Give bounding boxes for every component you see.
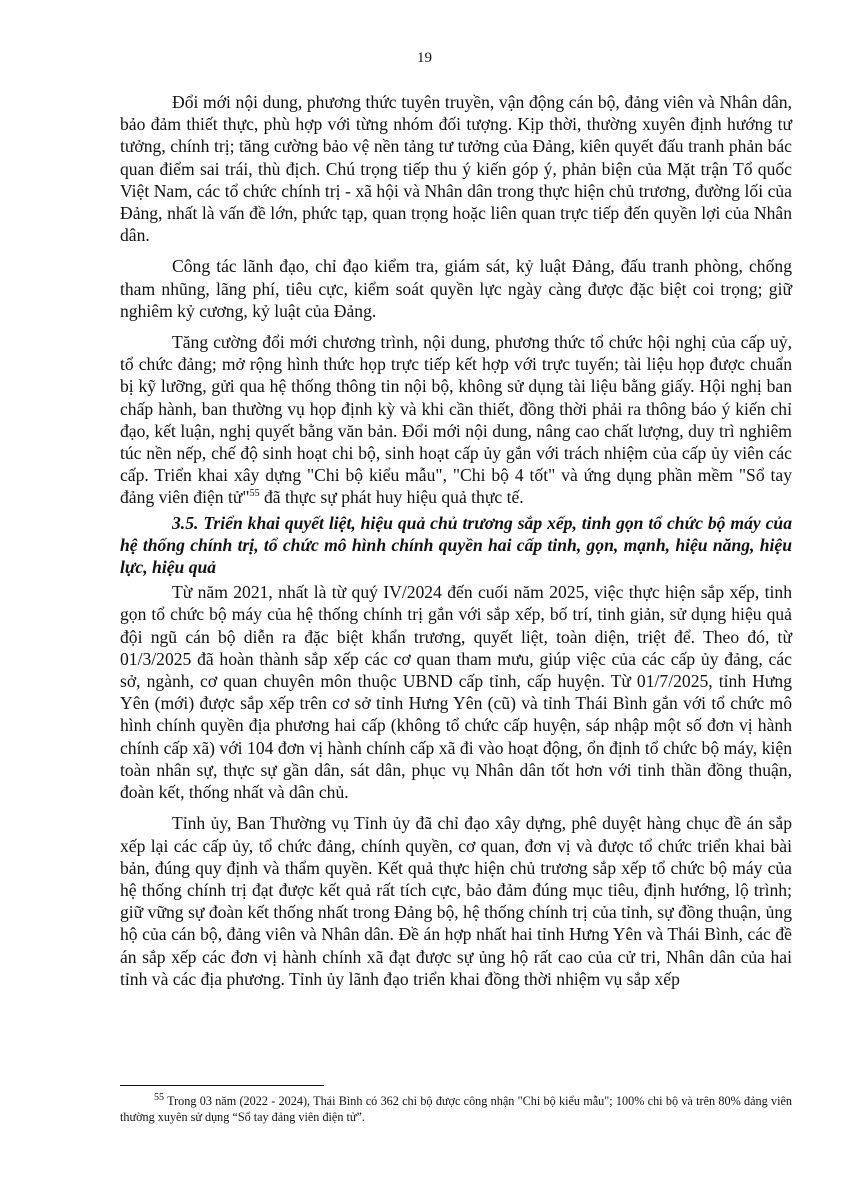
paragraph-meetings-text: Tăng cường đổi mới chương trình, nội dung, phương thức tổ chức hội nghị của cấp uỷ, tổ chức đảng; mở rộng hình thức họp trực tiếp kết hợp với trực tuyến; tài liệu họp được chuẩn bị kỹ lưỡng, gửi qua hệ thống thông tin nội bộ, không sử dụng tài liệu bằng giấy. Hội nghị ban chấp hành, ban thường vụ họp định kỳ và khi cần thiết, đồng thời phải ra thông báo ý kiến chỉ đạo, kết luận, nghị quyết bằng văn bản. Đổi mới nội dung, nâng cao chất lượng, duy trì nghiêm túc nền nếp, chế độ sinh hoạt chi bộ, sinh hoạt cấp ủy gắn với trách nhiệm của cấp ủy viên các cấp. Triển khai xây dựng "Chi bộ kiểu mẫu", "Chi bộ 4 tốt" và ứng dụng phần mềm "Sổ tay đảng viên điện tử" [120,332,792,508]
footnote-divider [120,1085,324,1086]
page-number: 19 [417,50,432,66]
footnote-reference[interactable]: 55 [249,488,260,500]
footnote-number: 55 [154,1091,164,1103]
body-text [120,91,792,999]
footnote-text: Trong 03 năm (2022 - 2024), Thái Bình có 362 chi bộ được công nhận "Chi bộ kiểu mẫu"; 100% chi bộ và trên 80% đảng viên thường xuyên sử dụng “Sổ tay đảng viên điện tử”. [120,1094,792,1124]
paragraph-meetings-end: đã thực sự phát huy hiệu quả thực tế. [259,487,524,508]
paragraph-meetings [120,331,792,509]
section-heading: 3.5. Triển khai quyết liệt, hiệu quả chủ trương sắp xếp, tinh gọn tổ chức bộ máy của hệ thống chính trị, tổ chức mô hình chính quyền hai cấp tinh, gọn, mạnh, hiệu năng, hiệu lực, hiệu quả [120,512,792,578]
paragraph-inspection: Công tác lãnh đạo, chỉ đạo kiểm tra, giám sát, kỷ luật Đảng, đấu tranh phòng, chống tham nhũng, lãng phí, tiêu cực, kiểm soát quyền lực ngày càng được đặc biệt coi trọng; giữ nghiêm kỷ cương, kỷ luật của Đảng. [120,256,792,321]
paragraph-propaganda: Đổi mới nội dung, phương thức tuyên truyền, vận động cán bộ, đảng viên và Nhân dân, bảo đảm thiết thực, phù hợp với từng nhóm đối tượng. Kịp thời, thường xuyên định hướng tư tưởng, chính trị; tăng cường bảo vệ nền tảng tư tưởng của Đảng, kiên quyết đấu tranh phản bác quan điểm sai trái, thù địch. Chú trọng tiếp thu ý kiến góp ý, phản biện của Mặt trận Tổ quốc Việt Nam, các tổ chức chính trị - xã hội và Nhân dân trong thực hiện chủ trương, đường lối của Đảng, nhất là vấn đề lớn, phức tạp, quan trọng hoặc liên quan trực tiếp đến quyền lợi của Nhân dân. [120,92,792,246]
paragraph-restructuring: Từ năm 2021, nhất là từ quý IV/2024 đến cuối năm 2025, việc thực hiện sắp xếp, tinh gọn tổ chức bộ máy của hệ thống chính trị gắn với sắp xếp, bố trí, tinh giản, sử dụng hiệu quả đội ngũ cán bộ diễn ra đặc biệt khẩn trương, quyết liệt, toàn diện, triệt để. Theo đó, từ 01/3/2025 đã hoàn thành sắp xếp các cơ quan tham mưu, giúp việc của các cấp ủy đảng, các sở, ngành, cơ quan chuyên môn thuộc UBND cấp tỉnh, cấp huyện. Từ 01/7/2025, tỉnh Hưng Yên (mới) được sắp xếp trên cơ sở tỉnh Hưng Yên (cũ) và tỉnh Thái Bình gắn với tổ chức mô hình chính quyền địa phương hai cấp (không tổ chức cấp huyện, sáp nhập một số đơn vị hành chính cấp xã) với 104 đơn vị hành chính cấp xã đi vào hoạt động, ổn định tổ chức bộ máy, kiện toàn nhân sự, thực sự gần dân, sát dân, phục vụ Nhân dân tốt hơn với tinh thần đồng thuận, đoàn kết, thống nhất và dân chủ. [120,582,792,803]
footnote [120,1093,792,1125]
paragraph-province-committee: Tỉnh ủy, Ban Thường vụ Tỉnh ủy đã chỉ đạo xây dựng, phê duyệt hàng chục đề án sắp xếp lại các cấp ủy, tổ chức đảng, chính quyền, cơ quan, đơn vị và được tổ chức triển khai bài bản, đúng quy định và thẩm quyền. Kết quả thực hiện chủ trương sắp xếp tổ chức bộ máy của hệ thống chính trị đạt được kết quả rất tích cực, bảo đảm đúng mục tiêu, định hướng, lộ trình; giữ vững sự đoàn kết thống nhất trong Đảng bộ, hệ thống chính trị của tỉnh, sự đồng thuận, ủng hộ của cán bộ, đảng viên và Nhân dân. Đề án hợp nhất hai tỉnh Hưng Yên và Thái Bình, các đề án sắp xếp các đơn vị hành chính xã đạt được sự ủng hộ rất cao của cử tri, Nhân dân của hai tỉnh và các địa phương. Tỉnh ủy lãnh đạo triển khai đồng thời nhiệm vụ sắp xếp [120,813,792,989]
